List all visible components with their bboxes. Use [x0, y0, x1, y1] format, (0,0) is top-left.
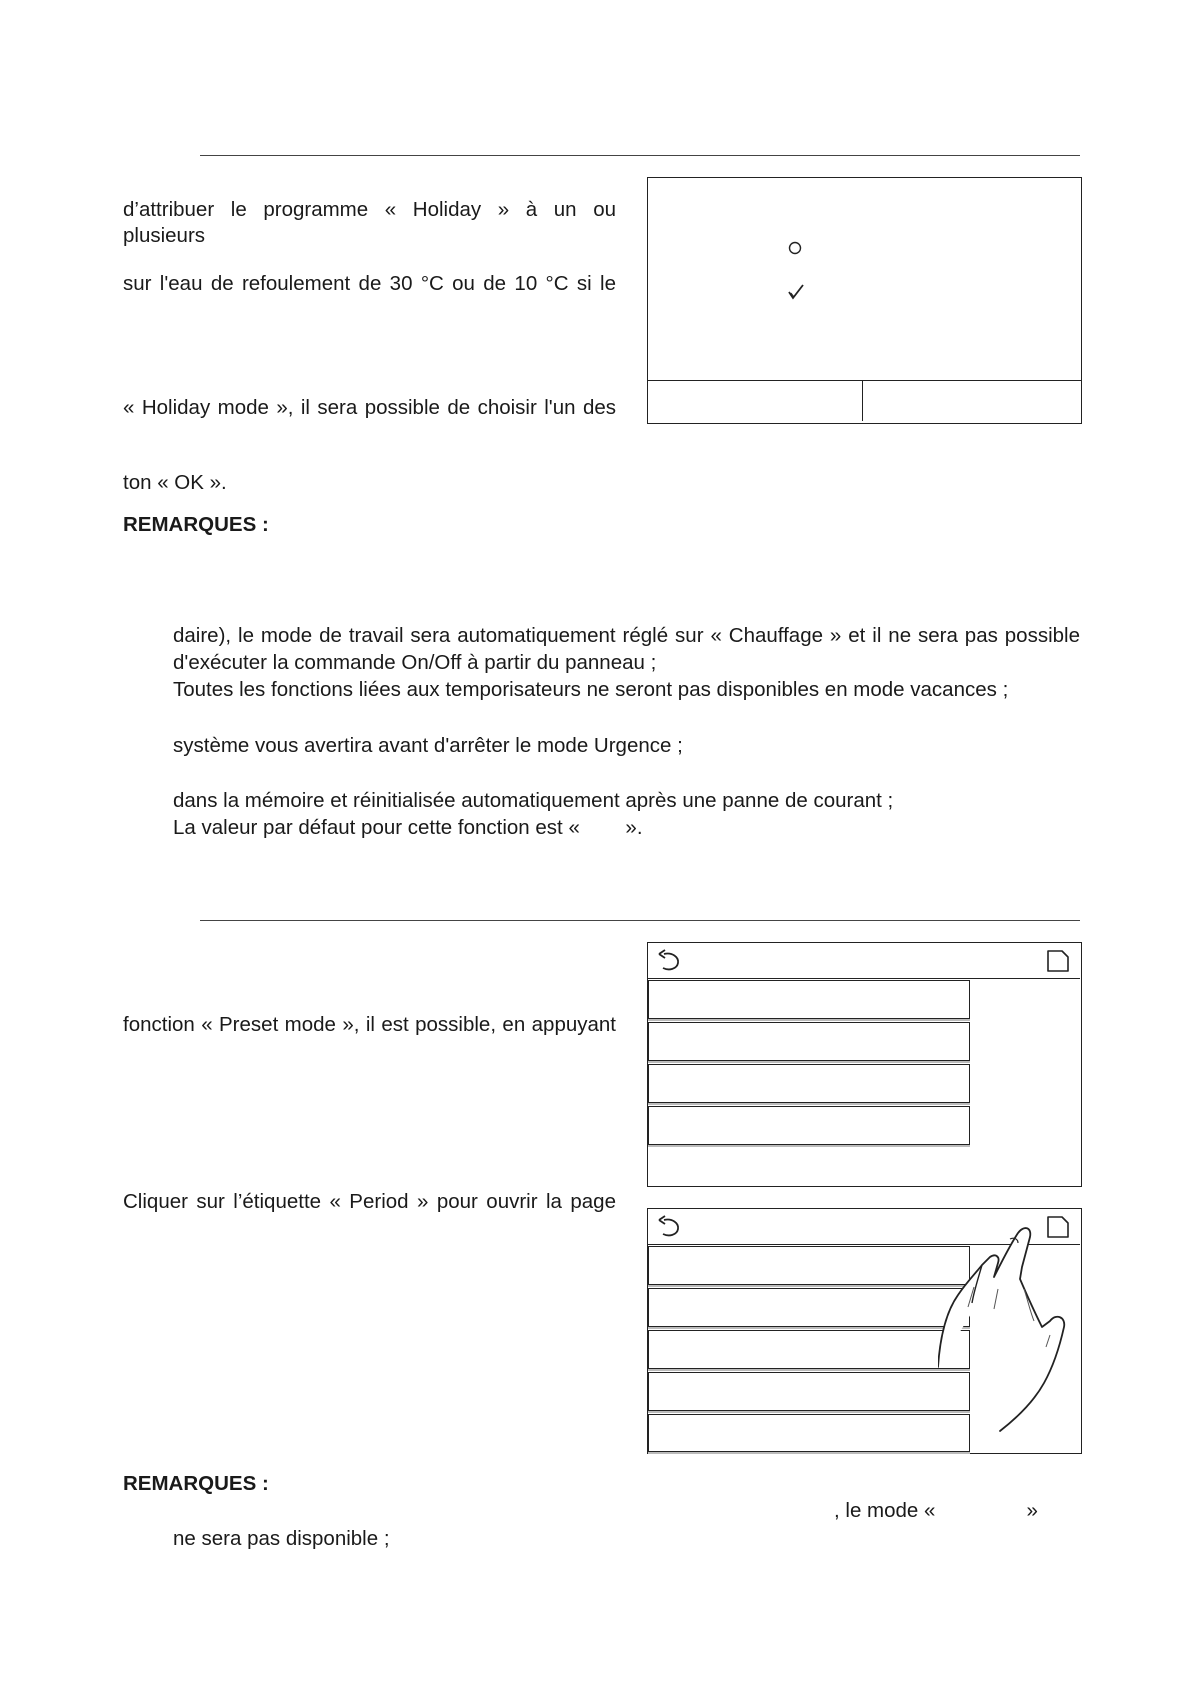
- period-list-row[interactable]: [648, 1246, 970, 1285]
- remarks-heading-1: REMARQUES :: [123, 513, 269, 536]
- preset-mode-screen: [647, 942, 1082, 1187]
- remark-line-6: La valeur par défaut pour cette fonction est « ».: [173, 816, 643, 839]
- period-list-row[interactable]: [648, 1330, 970, 1369]
- save-icon[interactable]: [1045, 948, 1071, 974]
- remark-line-3: Toutes les fonctions liées aux temporisateurs ne seront pas disponibles en mode vacances ;: [173, 678, 1009, 701]
- remark-line-2: d'exécuter la commande On/Off à partir du panneau ;: [173, 651, 657, 674]
- period-list-row[interactable]: [648, 1288, 970, 1327]
- pointing-hand-icon: [938, 1217, 1082, 1437]
- holiday-text-line-3: « Holiday mode », il sera possible de choisir l'un des: [123, 396, 616, 419]
- holiday-mode-screen: [647, 177, 1082, 424]
- remark2-line-1: , le mode « »: [834, 1499, 1038, 1522]
- holiday-text-line-2: sur l'eau de refoulement de 30 °C ou de 10 °C si le: [123, 272, 616, 295]
- section-divider-top: [200, 155, 1080, 156]
- holiday-text-line-4: ton « OK ».: [123, 471, 227, 494]
- preset-list-row[interactable]: [648, 1022, 970, 1061]
- period-list-row[interactable]: [648, 1414, 970, 1452]
- preset-list-row[interactable]: [648, 1106, 970, 1145]
- screen-header: [648, 943, 1080, 979]
- preset-text-line-2: Cliquer sur l’étiquette « Period » pour ouvrir la page: [123, 1190, 616, 1213]
- back-arrow-icon[interactable]: [656, 948, 682, 974]
- radio-empty-icon[interactable]: [788, 241, 802, 255]
- period-list-row[interactable]: [648, 1372, 970, 1411]
- remark2-line-2: ne sera pas disponible ;: [173, 1527, 390, 1550]
- screen-button-right[interactable]: [864, 381, 1081, 421]
- remarks-heading-2: REMARQUES :: [123, 1472, 269, 1495]
- screen-button-left[interactable]: [648, 381, 863, 421]
- preset-list-row[interactable]: [648, 1064, 970, 1103]
- checkmark-icon[interactable]: [786, 282, 806, 302]
- remark-line-5: dans la mémoire et réinitialisée automatiquement après une panne de courant ;: [173, 789, 894, 812]
- back-arrow-icon[interactable]: [656, 1214, 682, 1240]
- remark-line-4: système vous avertira avant d'arrêter le mode Urgence ;: [173, 734, 683, 757]
- preset-list-row[interactable]: [648, 980, 970, 1019]
- period-screen: [647, 1208, 1082, 1454]
- section-divider-middle: [200, 920, 1080, 921]
- preset-text-line-1: fonction « Preset mode », il est possible, en appuyant: [123, 1013, 616, 1036]
- remark-line-1: daire), le mode de travail sera automatiquement réglé sur « Chauffage » et il ne sera pas possible: [173, 624, 1080, 647]
- holiday-text-line-1: d’attribuer le programme « Holiday » à un ou plusieurs: [123, 198, 616, 247]
